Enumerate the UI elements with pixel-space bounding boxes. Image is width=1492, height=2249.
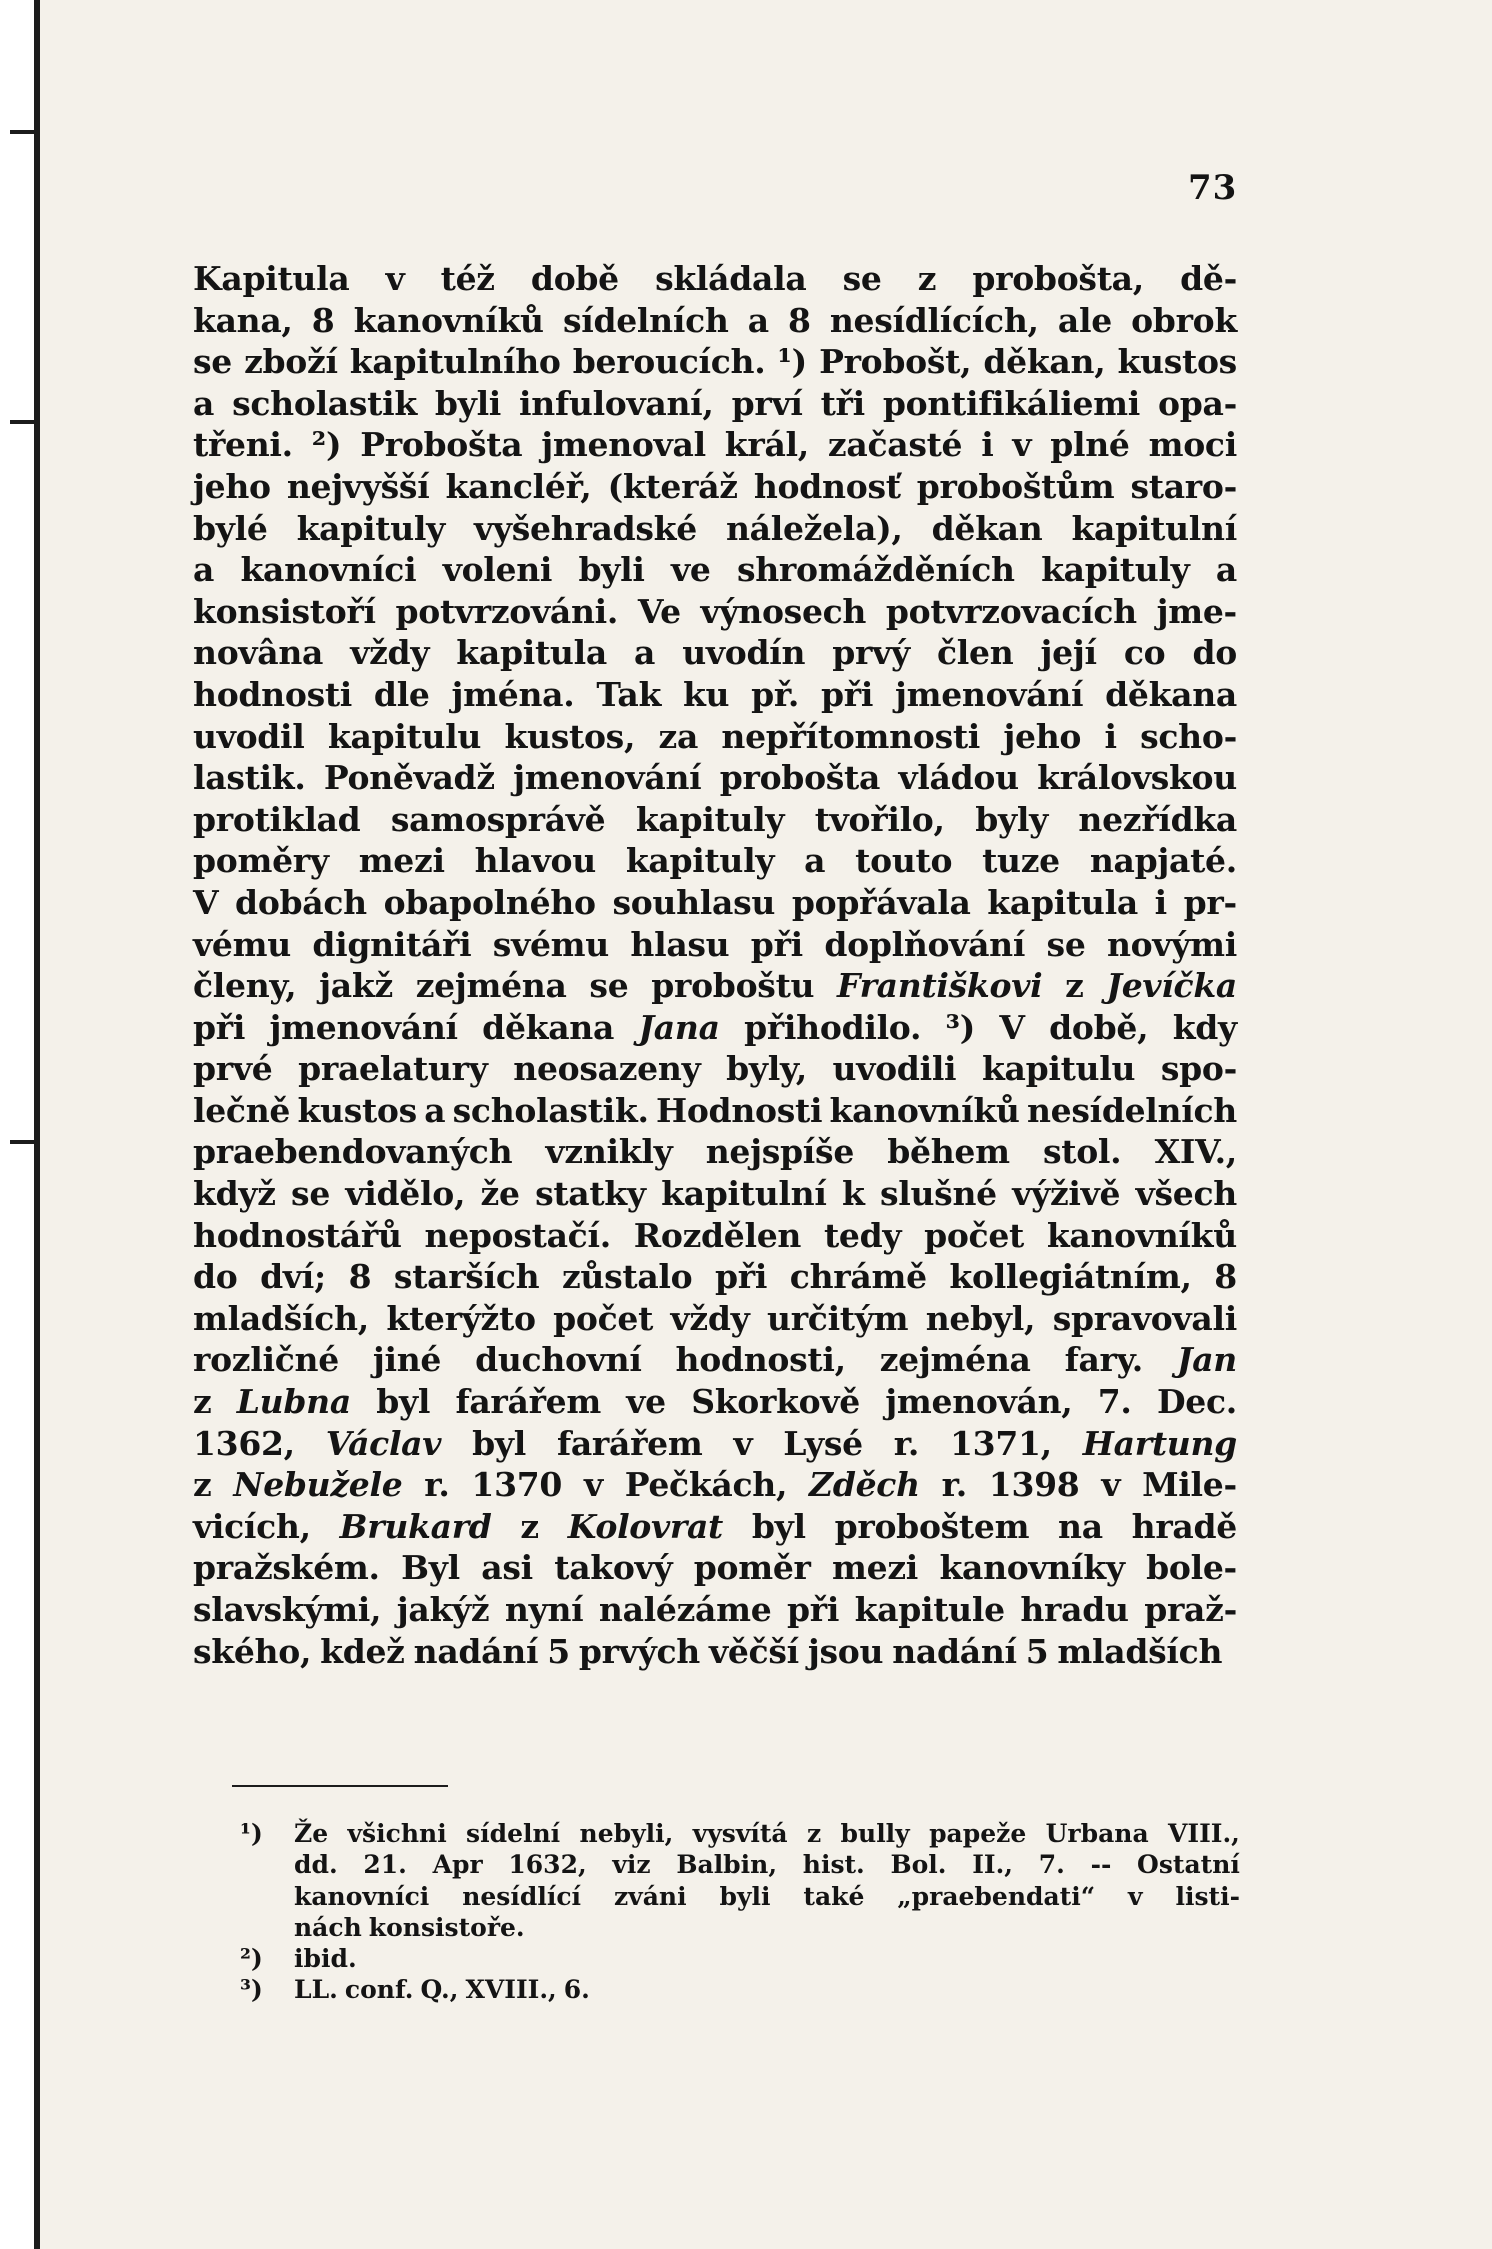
text-line: mladších, kterýžto počet vždy určitým nebyl, spravovali xyxy=(193,1298,1237,1338)
text-line: se zboží kapitulního beroucích. ¹) Probošt, děkan, kustos xyxy=(193,342,1237,382)
body-text xyxy=(193,258,1237,1672)
text-line: z Lubna byl farářem ve Skorkově jmenován, 7. Dec. xyxy=(193,1382,1237,1422)
footnote-3 xyxy=(240,1974,1240,2005)
text-line: konsistoří potvrzováni. Ve výnosech potvrzovacích jme- xyxy=(193,591,1237,631)
footnote-1-text: dd. 21. Apr 1632, viz Balbin, hist. Bol. II., 7. -- Ostatní xyxy=(294,1850,1240,1880)
footnote-2 xyxy=(240,1943,1240,1974)
footnote-1-marker: ¹) xyxy=(240,1819,263,1848)
text-line: Kapitula v též době skládala se z probošta, dě- xyxy=(193,259,1237,298)
text-line: ského, kdež nadání 5 prvých věčší jsou nadání 5 mladších xyxy=(193,1631,1223,1671)
footnote-1-line xyxy=(240,1849,1240,1880)
text-line: prvé praelatury neosazeny byly, uvodili kapitulu spo- xyxy=(193,1049,1237,1089)
text-line: a scholastik byli infulovaní, prví tři pontifikáliemi opa- xyxy=(193,383,1237,423)
footnote-1-text: kanovníci nesídlící zváni byli také „praebendati“ v listi- xyxy=(294,1881,1240,1911)
page-number: 73 xyxy=(1188,168,1238,208)
footnote-3-marker: ³) xyxy=(240,1975,263,2005)
text-line: třeni. ²) Probošta jmenoval král, začasté i v plné moci xyxy=(193,425,1237,465)
footnote-3-text: LL. conf. Q., XVIII., 6. xyxy=(294,1975,590,2005)
text-line: členy, jakž zejména se proboštu Františkovi z Jevíčka xyxy=(193,966,1237,1006)
text-line: z Nebužele r. 1370 v Pečkách, Zděch r. 1398 v Mile- xyxy=(193,1465,1237,1505)
text-line: praebendovaných vznikly nejspíše během stol. XIV., xyxy=(193,1132,1237,1172)
text-line: bylé kapituly vyšehradské náležela), děkan kapitulní xyxy=(193,508,1237,548)
text-line: do dví; 8 starších zůstalo při chrámě kollegiátním, 8 xyxy=(193,1257,1237,1297)
footnote-separator xyxy=(232,1785,448,1787)
text-line: uvodil kapitulu kustos, za nepřítomnosti jeho i scho- xyxy=(193,716,1237,756)
text-line: rozličné jiné duchovní hodnosti, zejména fary. Jan xyxy=(193,1340,1237,1380)
text-line: hodnostářů nepostačí. Rozdělen tedy počet kanovníků xyxy=(193,1215,1237,1255)
binding-mark xyxy=(10,130,40,134)
text-line: vicích, Brukard z Kolovrat byl proboštem na hradě xyxy=(193,1506,1237,1546)
text-line: při jmenování děkana Jana přihodilo. ³) V době, kdy xyxy=(193,1007,1237,1047)
footnote-1-text: nách konsistoře. xyxy=(294,1912,525,1942)
footnote-2-text: ibid. xyxy=(294,1944,357,1974)
text-line: lastik. Poněvadž jmenování probošta vládou královskou xyxy=(193,758,1237,798)
footnote-2-marker: ²) xyxy=(240,1944,263,1974)
text-line: slavskými, jakýž nyní nalézáme při kapitule hradu praž- xyxy=(193,1590,1237,1629)
footnote-1-line xyxy=(240,1818,1240,1849)
text-line: hodnosti dle jména. Tak ku př. při jmenování děkana xyxy=(193,674,1237,714)
text-line: novâna vždy kapitula a uvodín prvý člen její co do xyxy=(193,633,1237,673)
binding-edge xyxy=(0,0,40,2249)
text-line: protiklad samosprávě kapituly tvořilo, byly nezřídka xyxy=(193,799,1237,839)
text-line: poměry mezi hlavou kapituly a touto tuze napjaté. xyxy=(193,841,1237,881)
text-line: V dobách obapolného souhlasu popřávala kapitula i pr- xyxy=(193,882,1237,922)
footnotes xyxy=(240,1818,1240,2006)
text-line: vému dignitáři svému hlasu při doplňování se novými xyxy=(193,924,1237,964)
text-line: lečně kustos a scholastik. Hodnosti kanovníků nesídelních xyxy=(193,1090,1237,1130)
footnote-1-line xyxy=(240,1912,1240,1943)
binding-mark xyxy=(10,420,40,424)
text-line: a kanovníci voleni byli ve shromážděních kapituly a xyxy=(193,550,1237,590)
text-line: když se vidělo, že statky kapitulní k slušné výživě všech xyxy=(193,1174,1237,1214)
footnote-1-line xyxy=(240,1881,1240,1912)
text-line: kana, 8 kanovníků sídelních a 8 nesídlících, ale obrok xyxy=(193,300,1237,340)
binding-mark xyxy=(10,1140,40,1144)
text-line: jeho nejvyšší kancléř, (kteráž hodnosť proboštům staro- xyxy=(193,466,1237,506)
text-line: 1362, Václav byl farářem v Lysé r. 1371, Hartung xyxy=(193,1423,1237,1463)
text-line: pražském. Byl asi takový poměr mezi kanovníky bole- xyxy=(193,1548,1237,1588)
footnote-1-text: Že všichni sídelní nebyli, vysvítá z bully papeže Urbana VIII., xyxy=(294,1819,1240,1848)
